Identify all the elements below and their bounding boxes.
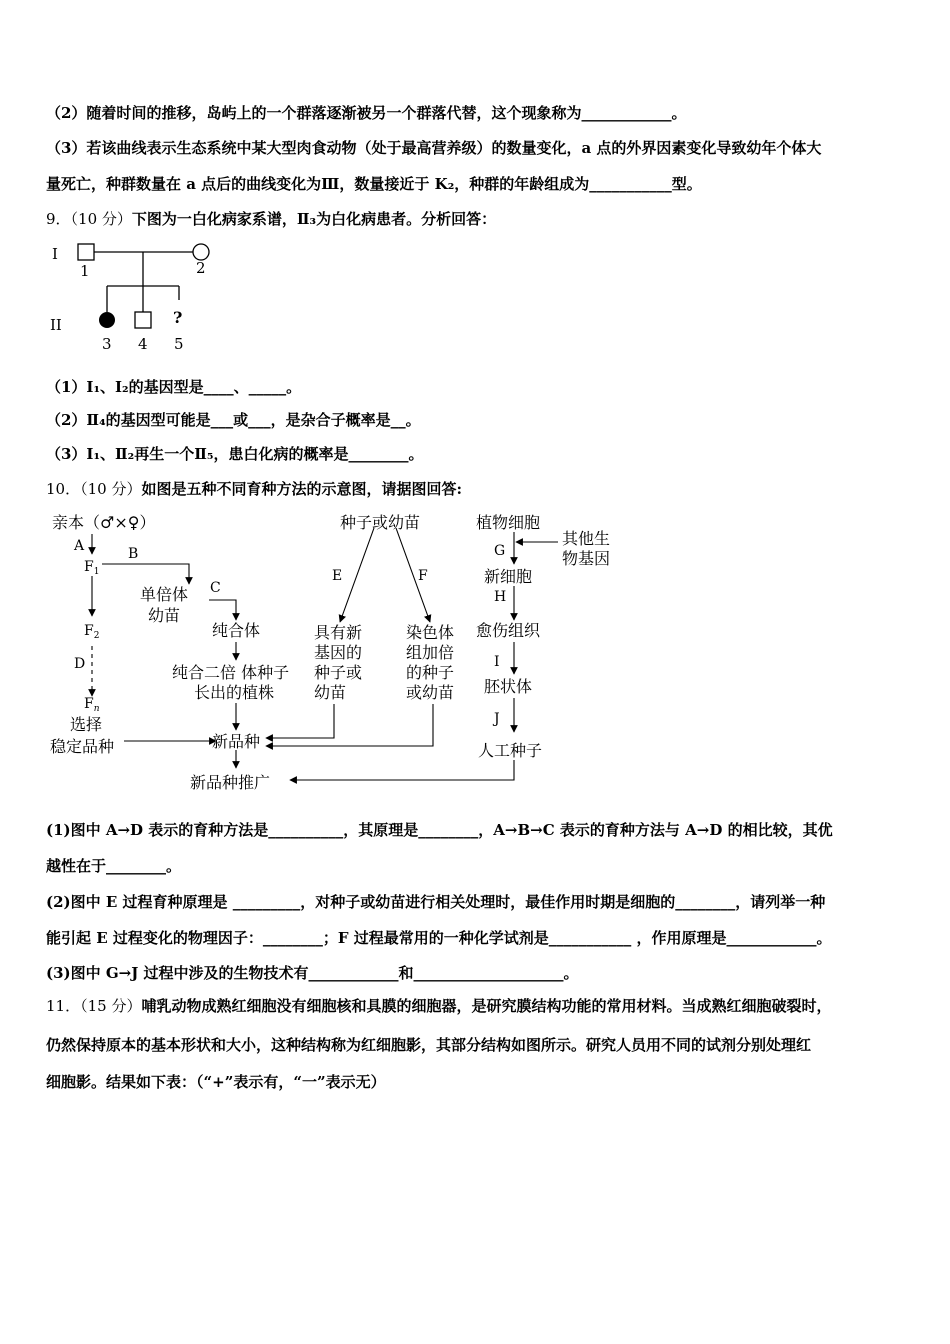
node-othergene-line1: 其他生: [562, 529, 611, 548]
generation-label-I: I: [52, 245, 58, 263]
node-select-line1: 选择: [70, 715, 103, 734]
individual-I1: [78, 244, 94, 260]
node-chromo-line2: 组加倍: [406, 643, 455, 662]
label-C: C: [210, 580, 221, 596]
q10-answer1-line2: 越性在于________。: [46, 857, 182, 875]
node-newgene-line1: 具有新: [314, 623, 363, 642]
q10-answer3: (3)图中 G→J 过程中涉及的生物技术有____________和____________________。: [46, 964, 579, 982]
label-J: J: [494, 711, 500, 727]
arrow-C: [209, 600, 236, 620]
node-promote: 新品种推广: [190, 773, 271, 792]
label-I: I: [494, 654, 500, 670]
arrow-E: [340, 528, 374, 622]
label-5: 5: [174, 335, 184, 353]
label-D: D: [74, 656, 86, 672]
q9-stem: [46, 209, 496, 229]
label-A: A: [74, 538, 85, 554]
q9-answer3: （3）Ⅰ₁、Ⅱ₂再生一个Ⅱ₅，患白化病的概率是________。: [46, 445, 424, 463]
node-haploid-line1: 单倍体: [140, 585, 189, 604]
generation-label-II: II: [50, 316, 62, 334]
q8-part3-line1: （3）若该曲线表示生态系统中某大型肉食动物（处于最高营养级）的数量变化，a 点的外界因素变化导致幼年个体大: [46, 139, 822, 157]
individual-II4: [135, 312, 151, 328]
pedigree-chart: [44, 236, 244, 361]
arrow-newgene-to-newvar: [266, 704, 334, 738]
label-F: F: [418, 568, 428, 584]
arrow-artseed-to-promote: [290, 760, 514, 780]
node-newgene-line2: 基因的: [314, 643, 363, 662]
q8-part3-line2: 量死亡，种群数量在 a 点后的曲线变化为Ⅲ，数量接近于 K₂，种群的年龄组成为___________型。: [46, 175, 702, 193]
arrow-chromo-to-newvar: [266, 704, 433, 746]
label-G: G: [494, 543, 506, 559]
q10-number: 10．（10 分）: [46, 480, 142, 498]
node-parent: 亲本（♂×♀）: [52, 513, 156, 532]
node-othergene-line2: 物基因: [562, 549, 611, 568]
node-haploid-line2: 幼苗: [148, 606, 181, 625]
node-chromo-line3: 的种子: [406, 663, 455, 682]
node-embryoid: 胚状体: [484, 677, 533, 696]
q8-part2: （2）随着时间的推移，岛屿上的一个群落逐渐被另一个群落代替，这个现象称为____________。: [46, 104, 687, 122]
node-newvar: 新品种: [212, 732, 261, 751]
label-3: 3: [102, 335, 112, 353]
q10-answer2-line2: 能引起 E 过程变化的物理因子：________；F 过程最常用的一种化学试剂是___________ ，作用原理是____________。: [46, 929, 832, 947]
node-Fn: $F_n$: [84, 696, 100, 714]
node-callus: 愈伤组织: [476, 621, 541, 640]
individual-II3-affected: [99, 312, 115, 328]
node-newgene-line3: 种子或: [314, 663, 363, 682]
label-4: 4: [138, 335, 148, 353]
label-H: H: [494, 589, 507, 605]
label-B: B: [128, 546, 139, 562]
node-F2: $F_2$: [84, 623, 100, 641]
node-newcell: 新细胞: [484, 567, 533, 586]
node-pure: 纯合体: [212, 621, 261, 640]
q10-answer2-line1: (2)图中 E 过程育种原理是 _________，对种子或幼苗进行相关处理时，最佳作用时期是细胞的________，请列举一种: [46, 893, 826, 911]
individual-I2: [193, 244, 209, 260]
node-select-line2: 稳定品种: [50, 737, 115, 756]
breeding-diagram: [44, 508, 644, 800]
q11-number: 11．（15 分）: [46, 997, 142, 1015]
q9-stem-text: 下图为一白化病家系谱，Ⅱ₃为白化病患者。分析回答：: [131, 210, 497, 228]
node-F1: $F_1$: [84, 559, 100, 577]
node-chromo-line4: 或幼苗: [406, 683, 455, 702]
label-1: 1: [80, 262, 90, 280]
node-artseed: 人工种子: [478, 741, 543, 760]
q11-line3: 细胞影。结果如下表：（“+”表示有，“一”表示无）: [46, 1073, 386, 1091]
node-diploid-line1: 纯合二倍 体种子: [172, 663, 290, 682]
node-chromo-line1: 染色体: [406, 623, 455, 642]
node-diploid-line2: 长出的植株: [194, 683, 275, 702]
arrow-B: [102, 564, 189, 584]
q10-stem: [46, 479, 462, 499]
label-2: 2: [196, 259, 206, 277]
q11-line2: 仍然保持原本的基本形状和大小，这种结构称为红细胞影，其部分结构如图所示。研究人员用不同的试剂分别处理红: [46, 1036, 812, 1054]
unknown-mark: ?: [173, 308, 183, 327]
node-seed: 种子或幼苗: [340, 513, 421, 532]
node-plantcell: 植物细胞: [476, 513, 541, 532]
q10-answer1-line1: (1)图中 A→D 表示的育种方法是__________，其原理是________，A→B→C 表示的育种方法与 A→D 的相比较，其优: [46, 821, 833, 839]
q9-answer2: （2）Ⅱ₄的基因型可能是___或___，是杂合子概率是__。: [46, 411, 421, 429]
q11-text-line1: 哺乳动物成熟红细胞没有细胞核和具膜的细胞器，是研究膜结构功能的常用材料。当成熟红细胞破裂时，: [141, 997, 832, 1015]
q11-line1: [46, 996, 831, 1016]
q9-answer1: （1）Ⅰ₁、Ⅰ₂的基因型是____、_____。: [46, 378, 302, 396]
node-newgene-line4: 幼苗: [314, 683, 347, 702]
q9-number: 9．（10 分）: [46, 210, 132, 228]
label-E: E: [332, 568, 343, 584]
q10-stem-text: 如图是五种不同育种方法的示意图，请据图回答:: [141, 480, 462, 498]
